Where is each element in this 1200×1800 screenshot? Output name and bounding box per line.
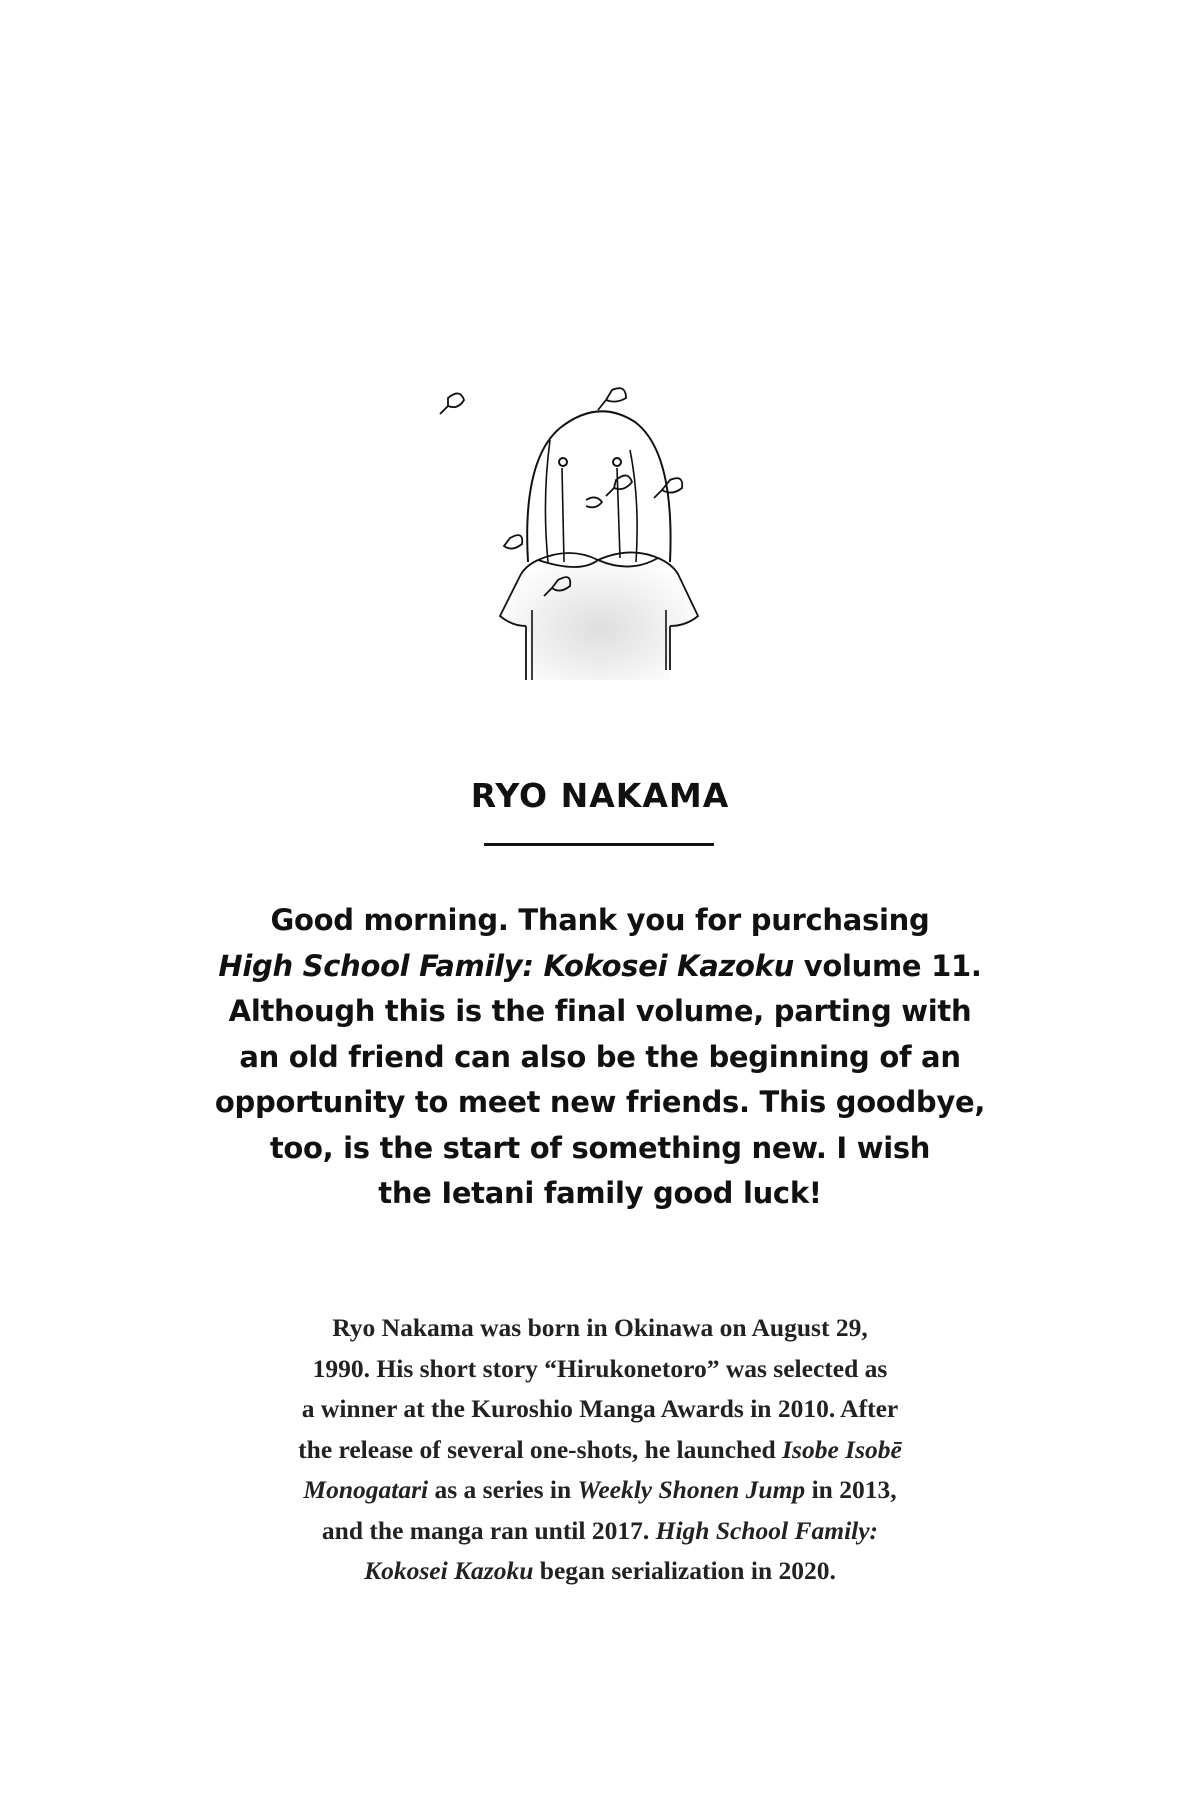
author-biography (200, 1308, 1000, 1592)
series-title: Monogatari (303, 1475, 429, 1504)
bio-line: 1990. His short story “Hirukonetoro” was selected as (312, 1353, 888, 1383)
message-line: the Ietani family good luck! (378, 1176, 822, 1210)
author-name: RYO NAKAMA (470, 776, 730, 815)
bio-text: as a series in (428, 1475, 578, 1504)
bio-line: Ryo Nakama was born in Okinawa on August 29, (332, 1313, 868, 1342)
series-title: Kokosei Kazoku (364, 1556, 534, 1585)
series-title: Isobe Isobē (782, 1434, 902, 1464)
bio-line (200, 1430, 1000, 1471)
author-message (200, 898, 1000, 1217)
magazine-title: Weekly Shonen Jump (577, 1475, 806, 1504)
message-line: opportunity to meet new friends. This goodbye, (214, 1085, 986, 1119)
message-line (200, 944, 1000, 990)
bio-line (200, 1511, 1000, 1552)
bio-line (200, 1470, 1000, 1511)
bio-text: in 2013, (805, 1475, 897, 1504)
series-title: High School Family: (655, 1515, 879, 1545)
message-line: an old friend can also be the beginning of an (239, 1039, 961, 1074)
heading-divider (484, 843, 714, 846)
message-line: too, is the start of something new. I wish (269, 1130, 931, 1165)
message-line: Although this is the final volume, parting with (228, 994, 972, 1028)
message-text: volume 11. (794, 948, 982, 983)
bio-text: the release of several one-shots, he launched (298, 1434, 783, 1464)
message-line: Good morning. Thank you for purchasing (270, 903, 930, 937)
bio-text: and the manga ran until 2017. (321, 1515, 656, 1545)
self-portrait-drawing-icon (430, 380, 770, 700)
series-title: High School Family: Kokosei Kazoku (218, 948, 794, 983)
bio-line (200, 1551, 1000, 1592)
bio-text: began serialization in 2020. (533, 1556, 836, 1585)
bio-line: a winner at the Kuroshio Manga Awards in 2010. After (301, 1394, 899, 1423)
